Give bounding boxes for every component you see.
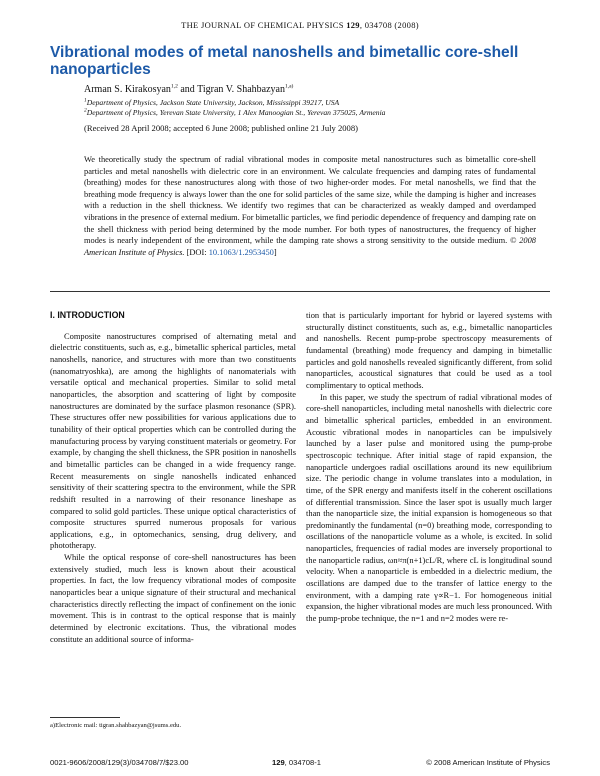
paragraph: tion that is particularly important for hybrid or layered systems with structurally distinct constituents, such as, e.g., bimetallic nanoparticles and nanoshells. Recent pump-probe spectroscopy measurements of fundamental (breathing) mode frequency and damping in bimetallic particles and gold nanoshells revealed significantly different, from solid nanoparticles, acoustical signatures that could be used as a tool complimentary to optical methods. bbox=[306, 310, 552, 390]
footer-copyright: © 2008 American Institute of Physics bbox=[426, 758, 550, 767]
running-head: THE JOURNAL OF CHEMICAL PHYSICS 129, 034708 (2008) bbox=[181, 20, 419, 30]
doi-link[interactable]: 10.1063/1.2953450 bbox=[208, 247, 274, 257]
footnote-divider bbox=[50, 717, 120, 718]
footer-issn: 0021-9606/2008/129(3)/034708/7/$23.00 bbox=[50, 758, 189, 767]
received-dates: (Received 28 April 2008; accepted 6 June 2008; published online 21 July 2008) bbox=[84, 123, 358, 133]
paragraph: In this paper, we study the spectrum of radial vibrational modes of core-shell nanoparticles, including metal nanoshells with dielectric core and bimetallic spherical particles, embedded in an environment. Acoustic vibrational modes in nanoparticles can be impulsively launched by a laser pulse and monitored using the pump-probe spectroscopic technique. After initial stage of rapid expansion, the nanoparticle undergoes radial oscillations around its new equilibrium size. The periodic change in volume translates into a modulation, in time, of the SPR energy and manifests itself in the coherent oscillations of differential transmission. Since the laser spot is usually much larger than the nanoparticle size, the initial expansion is homogeneous so that predominantly the fundamental (n=0) breathing mode, corresponding to oscillations of the nanoparticle volume as a whole, is excited. In solid nanoparticles, frequencies of radial modes are inversely proportional to the nanoparticle radius, ωn≈π(n+1)cL/R, where cL is longitudinal sound velocity. When a nanoparticle is embedded in a dielectric medium, the oscillations are damped due to the transfer of lattice energy to the environment, with a damping rate γ∝R−1. For homogeneous initial expansion, the higher vibrational modes are much less pronounced. With the pump-probe technique, the n=1 and n=2 modes were re- bbox=[306, 391, 552, 624]
right-column bbox=[306, 310, 552, 625]
left-column bbox=[50, 310, 296, 645]
abstract: We theoretically study the spectrum of radial vibrational modes in composite metal nanostructures such as bimetallic core-shell particles and metal nanoshells with dielectric core in an environment. We calculate frequencies and damping rates of fundamental (breathing) modes for these nanostructures along with those of two higher-order modes. For metal nanoshells, we find that the breathing mode frequency is always lower than the one for solid particles of the same size, while the damping is higher and increases with a reduction in the shell thickness. We identify two regimes that can be characterized as weakly damped and overdamped vibrations in the presence of external medium. For bimetallic particles, we find periodic dependence of frequency and damping rate on the shell thickness with period being determined by the mode number. For both types of nanostructures, the frequency of higher modes is nearly independent of the environment, while the damping rate shows a strong sensitivity to the outside medium. © 2008 American Institute of Physics. [DOI: 10.1063/1.2953450] bbox=[84, 155, 536, 257]
affiliation-2: $^2$Department of Physics, Yerevan State University, 1 Alex Manoogian St., Yerevan 375025, Armenia bbox=[84, 107, 386, 117]
paragraph: Composite nanostructures comprised of alternating metal and dielectric constituents, such as, e.g., bimetallic spherical particles, metal nanoshells, nanorice, and structures with more than two constituents (nanomatryoshka), are among the highlights of nanomaterials with versatile optical and mechanical properties. Similar to solid metal nanoparticles, the absorption and scattering of light by composite nanostructures are dominated by the surface plasmon resonance (SPR). These structures offer new possibilities for various applications due to tunability of their optical properties which can be controlled during the manufacturing process by varying constituent materials or geometry. For example, by changing the shell thickness, the SPR position in nanoshells and bimetallic particles can be changed in a wide frequency range. Recent measurements on single nanoshells indicated enhanced sensitivity of their scattering spectra to the environment, while the SPR redshift resulted in a narrowing of their resonance lineshape as compared to solid gold particles. These unique optical characteristics of composite structures spurred numerous proposals for various applications, e.g., in optomechanics, sensing, drug delivery, and phototherapy. bbox=[50, 330, 296, 551]
author-list: Arman S. Kirakosyan$^{1,2}$ and Tigran V. Shahbazyan$^{1,a)}$ bbox=[84, 83, 294, 95]
footer-page: 129, 034708-1 bbox=[272, 758, 321, 767]
section-heading: I. INTRODUCTION bbox=[50, 310, 125, 320]
paragraph: While the optical response of core-shell nanostructures has been extensively studied, much less is known about their acoustical properties. In fact, the low frequency vibrational modes of composite nanoparticles bear a unique signature of their structural and mechanical characteristics directly reflecting the impact of confinement on the ionic movement. This is in contrast to the optical response that is mainly determined by electronic excitations. Thus, the vibrational modes constitute an additional source of informa- bbox=[50, 552, 296, 644]
section-divider bbox=[50, 291, 550, 292]
paper-title: Vibrational modes of metal nanoshells and bimetallic core-shell nanoparticles bbox=[50, 44, 519, 78]
footnote: a)Electronic mail: tigran.shahbazyan@jsums.edu. bbox=[50, 722, 182, 729]
affiliation-1: $^1$Department of Physics, Jackson State University, Jackson, Mississippi 39217, USA bbox=[84, 97, 340, 107]
